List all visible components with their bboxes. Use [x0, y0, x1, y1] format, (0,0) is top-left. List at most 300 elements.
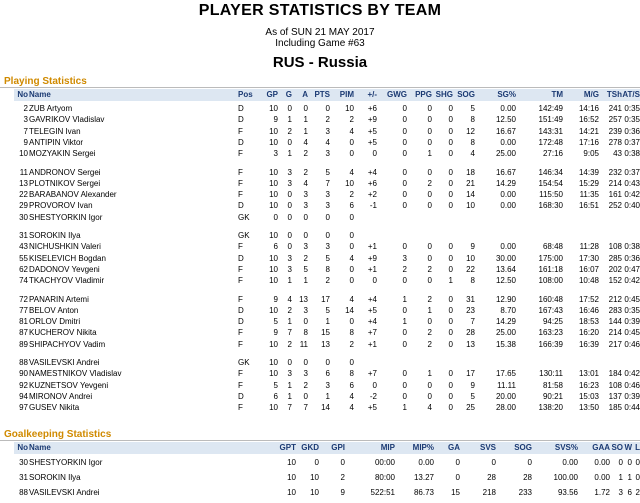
table-row	[14, 457, 640, 468]
table-row	[14, 137, 640, 148]
cell-svs: 100.00	[553, 473, 578, 482]
cell-w: 6	[627, 488, 632, 497]
cell-at-s: 0:37	[624, 167, 640, 177]
column-header-ppg: PPG	[415, 90, 432, 99]
cell-sg: 0.00	[500, 242, 516, 252]
cell-ppg: 0	[427, 253, 432, 263]
cell-sg: 25.00	[495, 328, 516, 338]
cell-shg: 0	[448, 126, 453, 136]
cell-pim: 0	[349, 358, 354, 367]
cell-ppg: 0	[427, 115, 432, 125]
cell-name: SHESTYORKIN Igor	[29, 212, 103, 222]
cell-gp: 10	[269, 403, 278, 413]
column-header-mip: MIP%	[412, 443, 434, 452]
cell-: +4	[367, 167, 377, 177]
cell-ppg: 0	[427, 167, 432, 177]
table-row	[14, 103, 640, 114]
cell-shg: 0	[448, 369, 453, 379]
cell-pos: F	[238, 167, 243, 177]
cell-pts: 2	[325, 276, 330, 286]
cell-gp: 3	[273, 149, 278, 159]
cell-no: 94	[19, 391, 28, 401]
cell-gp: 10	[269, 167, 278, 177]
cell-sog: 25	[466, 403, 475, 413]
cell-ga: 15	[451, 488, 460, 497]
cell-tm: 27:16	[542, 149, 563, 159]
cell-g: 2	[287, 305, 292, 315]
cell-shg: 0	[448, 294, 453, 304]
cell-pim: 0	[349, 212, 354, 222]
cell-gp: 5	[273, 317, 278, 327]
cell-g: 3	[287, 369, 292, 379]
cell-name: BARABANOV Alexander	[29, 190, 117, 200]
cell-name: SHESTYORKIN Igor	[29, 458, 103, 467]
cell-g: 1	[287, 317, 292, 327]
table-row	[14, 241, 640, 252]
cell-sog: 4	[470, 149, 475, 159]
cell-sg: 0.00	[500, 190, 516, 200]
cell-m-g: 16:20	[578, 328, 599, 338]
cell-name: MIRONOV Andrei	[29, 391, 93, 401]
cell-g: 0	[287, 190, 292, 200]
cell-g: 0	[287, 201, 292, 211]
cell-name: ORLOV Dmitri	[29, 317, 81, 327]
cell-gp: 10	[269, 190, 278, 200]
cell-no: 11	[19, 167, 28, 177]
table-row	[14, 339, 640, 350]
table-row	[14, 212, 640, 223]
cell-m-g: 14:39	[578, 167, 599, 177]
column-header-name: Name	[29, 443, 51, 452]
cell-ppg: 0	[427, 242, 432, 252]
table-row	[14, 189, 640, 200]
column-header-at-s: AT/S	[622, 90, 640, 99]
cell-g: 1	[287, 115, 292, 125]
cell-at-s: 0:42	[624, 190, 640, 200]
table-row	[14, 294, 640, 305]
cell-gpi: 0	[340, 458, 345, 467]
cell-: +7	[367, 369, 377, 379]
cell-g: 0	[287, 242, 292, 252]
cell-m-g: 11:28	[579, 242, 599, 252]
column-header-no: No	[17, 90, 28, 99]
cell-gwg: 0	[402, 369, 407, 379]
cell-ppg: 0	[427, 391, 432, 401]
cell-a: 7	[303, 403, 308, 413]
cell-pim: 8	[349, 369, 354, 379]
cell-ppg: 2	[427, 339, 432, 349]
cell-pim: 4	[349, 167, 354, 177]
cell-name: NAMESTNIKOV Vladislav	[29, 369, 122, 379]
cell-no: 89	[19, 339, 28, 349]
cell-at-s: 0:47	[624, 264, 640, 274]
cell-pos: D	[238, 115, 244, 125]
cell-tm: 161:18	[538, 264, 563, 274]
cell-sog: 28	[523, 473, 532, 482]
cell-a: 3	[303, 242, 308, 252]
cell-gwg: 0	[402, 380, 407, 390]
cell-sg: 0.00	[500, 201, 516, 211]
cell-sog: 21	[466, 178, 475, 188]
cell-no: 72	[19, 294, 28, 304]
cell-gp: 0	[273, 212, 278, 222]
cell-a: 8	[303, 328, 308, 338]
cell-pos: F	[238, 403, 243, 413]
column-header-svs: SVS	[479, 443, 496, 452]
table-row	[14, 253, 640, 264]
table-row	[14, 380, 640, 391]
cell-sg: 16.67	[495, 126, 516, 136]
cell-w: 0	[627, 458, 632, 467]
cell-tsh: 108	[608, 242, 622, 252]
cell-m-g: 16:39	[578, 339, 599, 349]
cell-pts: 3	[325, 242, 330, 252]
cell-sg: 0.00	[500, 104, 516, 113]
cell-pim: 0	[349, 264, 354, 274]
cell-at-s: 0:38	[624, 149, 640, 159]
column-header-so: SO	[611, 443, 623, 452]
section-divider	[0, 440, 640, 441]
cell-at-s: 0:43	[624, 178, 640, 188]
cell-sog: 10	[466, 201, 475, 211]
cell-gwg: 0	[402, 339, 407, 349]
cell-a: 1	[303, 115, 308, 125]
cell-pts: 5	[325, 305, 330, 315]
cell-shg: 0	[448, 178, 453, 188]
cell-a: 4	[303, 178, 308, 188]
cell-a: 2	[303, 380, 308, 390]
column-header-tsh: TSh	[606, 90, 622, 99]
cell-gp: 10	[269, 339, 278, 349]
cell-tsh: 43	[613, 149, 622, 159]
cell-m-g: 17:30	[578, 253, 599, 263]
cell-a: 1	[303, 126, 308, 136]
cell-sg: 17.65	[495, 369, 516, 379]
playing-statistics-heading: Playing Statistics	[4, 76, 87, 87]
cell-at-s: 0:36	[624, 126, 640, 136]
cell-shg: 0	[448, 305, 453, 315]
cell-pts: 14	[321, 403, 330, 413]
cell-name: PROVOROV Ivan	[29, 201, 93, 211]
cell-shg: 0	[448, 201, 453, 211]
column-header-shg: SHG	[435, 90, 453, 99]
cell-mip: 00:00	[374, 458, 395, 467]
cell-name: KUCHEROV Nikita	[29, 328, 97, 338]
cell-shg: 0	[448, 339, 453, 349]
cell-l: 0	[635, 473, 640, 482]
cell-at-s: 0:45	[624, 294, 640, 304]
cell-gaa: 1.72	[594, 488, 610, 497]
cell-gkd: 0	[314, 458, 319, 467]
cell-a: 0	[303, 358, 308, 367]
table-row	[14, 264, 640, 275]
cell-pos: D	[238, 137, 244, 147]
column-header-a: A	[302, 90, 308, 99]
cell-sog: 9	[470, 380, 475, 390]
cell-tsh: 202	[608, 264, 622, 274]
cell-gwg: 0	[402, 178, 407, 188]
cell-sog: 8	[470, 276, 475, 286]
cell-gp: 9	[273, 115, 278, 125]
cell-sog: 17	[466, 369, 475, 379]
cell-m-g: 17:16	[578, 137, 599, 147]
cell-pts: 3	[325, 126, 330, 136]
cell-pim: 14	[345, 305, 354, 315]
cell-m-g: 16:52	[578, 115, 599, 125]
cell-gp: 10	[269, 264, 278, 274]
cell-g: 3	[287, 264, 292, 274]
table-row	[14, 178, 640, 189]
cell-a: 3	[303, 190, 308, 200]
cell-a: 3	[303, 201, 308, 211]
column-header-gkd: GKD	[301, 443, 319, 452]
cell-: +1	[367, 242, 377, 252]
cell-pim: 10	[345, 104, 354, 113]
column-header-pts: PTS	[314, 90, 330, 99]
cell-l: 0	[635, 458, 640, 467]
cell-no: 77	[19, 305, 28, 315]
cell-pim: 0	[349, 317, 354, 327]
cell-g: 1	[287, 276, 292, 286]
cell-so: 1	[618, 473, 623, 482]
cell-ppg: 0	[427, 201, 432, 211]
cell-a: 4	[303, 137, 308, 147]
cell-pos: F	[238, 149, 243, 159]
cell-: +5	[367, 137, 377, 147]
cell-pos: F	[238, 328, 243, 338]
cell-w: 1	[627, 473, 632, 482]
cell-pts: 5	[325, 253, 330, 263]
cell-g: 2	[287, 126, 292, 136]
cell-sg: 25.00	[495, 149, 516, 159]
cell-name: SOROKIN Ilya	[29, 231, 81, 240]
cell-sg: 11.11	[497, 380, 516, 390]
table-row	[14, 368, 640, 379]
cell-at-s: 0:45	[624, 328, 640, 338]
cell-gp: 10	[269, 178, 278, 188]
cell-tsh: 241	[608, 104, 622, 113]
cell-gp: 10	[269, 305, 278, 315]
cell-tsh: 214	[608, 328, 622, 338]
cell-pos: F	[238, 276, 243, 286]
cell-no: 2	[23, 104, 28, 113]
cell-m-g: 18:53	[578, 317, 599, 327]
cell-gpt: 10	[287, 458, 296, 467]
cell-sog: 18	[466, 167, 475, 177]
column-header-sog: SOG	[514, 443, 532, 452]
cell-: +1	[367, 264, 377, 274]
cell-ppg: 2	[427, 264, 432, 274]
cell-g: 0	[287, 212, 292, 222]
cell-g: 4	[287, 294, 292, 304]
table-row	[14, 327, 640, 338]
cell-l: 2	[635, 488, 640, 497]
cell-no: 31	[19, 231, 28, 240]
cell-svs: 93.56	[557, 488, 578, 497]
cell-shg: 0	[448, 403, 453, 413]
cell-ppg: 4	[427, 403, 432, 413]
cell-ppg: 0	[427, 190, 432, 200]
cell-gp: 10	[269, 358, 278, 367]
cell-name: NICHUSHKIN Valeri	[29, 242, 101, 252]
cell-no: 62	[19, 264, 28, 274]
cell-mip: 86.73	[413, 488, 434, 497]
cell-pos: GK	[238, 212, 250, 222]
cell-ga: 0	[455, 473, 460, 482]
cell-tsh: 232	[608, 167, 622, 177]
column-header-g: G	[285, 90, 292, 99]
cell-name: SOROKIN Ilya	[29, 473, 81, 482]
cell-tm: 167:43	[538, 305, 563, 315]
cell-pts: 4	[325, 137, 330, 147]
cell-no: 30	[19, 458, 28, 467]
cell-tm: 142:49	[538, 104, 563, 113]
cell-gwg: 0	[402, 149, 407, 159]
cell-sog: 23	[466, 305, 475, 315]
cell-m-g: 13:01	[578, 369, 599, 379]
cell-sg: 0.00	[500, 137, 516, 147]
table-row	[14, 472, 640, 483]
cell-sg: 28.00	[495, 403, 516, 413]
cell-a: 0	[303, 104, 308, 113]
cell-mip: 13.27	[413, 473, 434, 482]
table-row	[14, 148, 640, 159]
cell-tm: 168:30	[538, 201, 563, 211]
cell-svs: 218	[482, 488, 496, 497]
cell-no: 29	[19, 201, 28, 211]
cell-tsh: 212	[608, 294, 622, 304]
cell-gpt: 10	[287, 488, 296, 497]
cell-pts: 17	[321, 294, 330, 304]
column-header-m-g: M/G	[583, 90, 599, 99]
cell-gaa: 0.00	[594, 458, 610, 467]
column-header-name: Name	[29, 90, 51, 99]
cell-gwg: 1	[402, 294, 407, 304]
cell-gpi: 2	[340, 473, 345, 482]
cell-sg: 12.50	[495, 276, 516, 286]
cell-sog: 8	[470, 137, 475, 147]
cell-ppg: 0	[427, 380, 432, 390]
cell-sg: 30.00	[495, 253, 516, 263]
cell-svs: 28	[487, 473, 496, 482]
cell-pim: 8	[349, 328, 354, 338]
cell-gp: 10	[269, 276, 278, 286]
cell-pos: F	[238, 380, 243, 390]
cell-at-s: 0:46	[624, 339, 640, 349]
cell-: +4	[367, 317, 377, 327]
table-row	[14, 114, 640, 125]
cell-tm: 138:20	[538, 403, 563, 413]
cell-m-g: 15:29	[578, 178, 599, 188]
cell-mip: 522:51	[370, 488, 395, 497]
cell-g: 0	[287, 231, 292, 240]
cell-gwg: 0	[402, 242, 407, 252]
cell-gp: 5	[273, 380, 278, 390]
cell-name: VASILEVSKI Andrei	[29, 488, 100, 497]
cell-sg: 15.38	[495, 339, 516, 349]
cell-at-s: 0:35	[624, 104, 640, 113]
cell-tsh: 161	[608, 190, 622, 200]
cell-tm: 81:58	[542, 380, 563, 390]
cell-pim: 4	[349, 391, 354, 401]
cell-gaa: 0.00	[594, 473, 610, 482]
cell-g: 1	[287, 391, 292, 401]
cell-no: 92	[19, 380, 28, 390]
cell-gp: 10	[269, 369, 278, 379]
cell-svs: 0.00	[562, 458, 578, 467]
column-header-gpt: GPT	[279, 443, 296, 452]
cell-tm: 68:48	[542, 242, 563, 252]
cell-name: ANDRONOV Sergei	[29, 167, 101, 177]
cell-tm: 108:00	[538, 276, 563, 286]
table-row	[14, 305, 640, 316]
cell-: +1	[367, 339, 377, 349]
cell-no: 3	[23, 115, 28, 125]
cell-sog: 10	[466, 253, 475, 263]
cell-gwg: 1	[402, 317, 407, 327]
cell-tsh: 137	[608, 391, 622, 401]
cell-pim: 0	[349, 231, 354, 240]
cell-m-g: 14:16	[578, 104, 599, 113]
cell-pim: 0	[349, 149, 354, 159]
cell-ppg: 0	[427, 137, 432, 147]
cell-a: 13	[299, 294, 308, 304]
cell-no: 22	[19, 190, 28, 200]
cell-ppg: 0	[427, 276, 432, 286]
cell-name: KUZNETSOV Yevgeni	[29, 380, 109, 390]
cell-so: 3	[618, 488, 623, 497]
cell-mip: 0.00	[418, 458, 434, 467]
cell-ppg: 0	[427, 104, 432, 113]
cell-shg: 0	[448, 328, 453, 338]
cell-sog: 8	[470, 115, 475, 125]
cell-a: 0	[303, 231, 308, 240]
cell-sog: 14	[466, 190, 475, 200]
cell-tm: 90:21	[542, 391, 563, 401]
column-header-sg: SG%	[497, 90, 516, 99]
cell-: 0	[372, 149, 377, 159]
cell-at-s: 0:35	[624, 115, 640, 125]
section-divider	[0, 87, 640, 88]
cell-gp: 10	[269, 253, 278, 263]
cell-pos: F	[238, 369, 243, 379]
cell-pts: 6	[325, 369, 330, 379]
cell-pos: GK	[238, 358, 250, 367]
cell-m-g: 16:07	[578, 264, 599, 274]
column-header-tm: TM	[551, 90, 563, 99]
cell-pts: 15	[321, 328, 330, 338]
cell-m-g: 11:35	[579, 190, 599, 200]
cell-tm: 130:11	[539, 369, 563, 379]
cell-sog: 7	[470, 317, 475, 327]
cell-name: PLOTNIKOV Sergei	[29, 178, 101, 188]
cell-gwg: 0	[402, 115, 407, 125]
cell-shg: 0	[448, 115, 453, 125]
cell-no: 31	[19, 473, 28, 482]
table-row	[14, 316, 640, 327]
goalkeeping-table-header	[14, 442, 640, 454]
cell-sog: 9	[470, 242, 475, 252]
cell-name: ANTIPIN Viktor	[29, 137, 84, 147]
table-row	[14, 487, 640, 498]
cell-a: 2	[303, 149, 308, 159]
cell-no: 74	[19, 276, 28, 286]
cell-pts: 8	[325, 264, 330, 274]
cell-pts: 3	[325, 149, 330, 159]
cell-g: 2	[287, 339, 292, 349]
cell-gkd: 10	[310, 488, 319, 497]
cell-pim: 4	[349, 403, 354, 413]
